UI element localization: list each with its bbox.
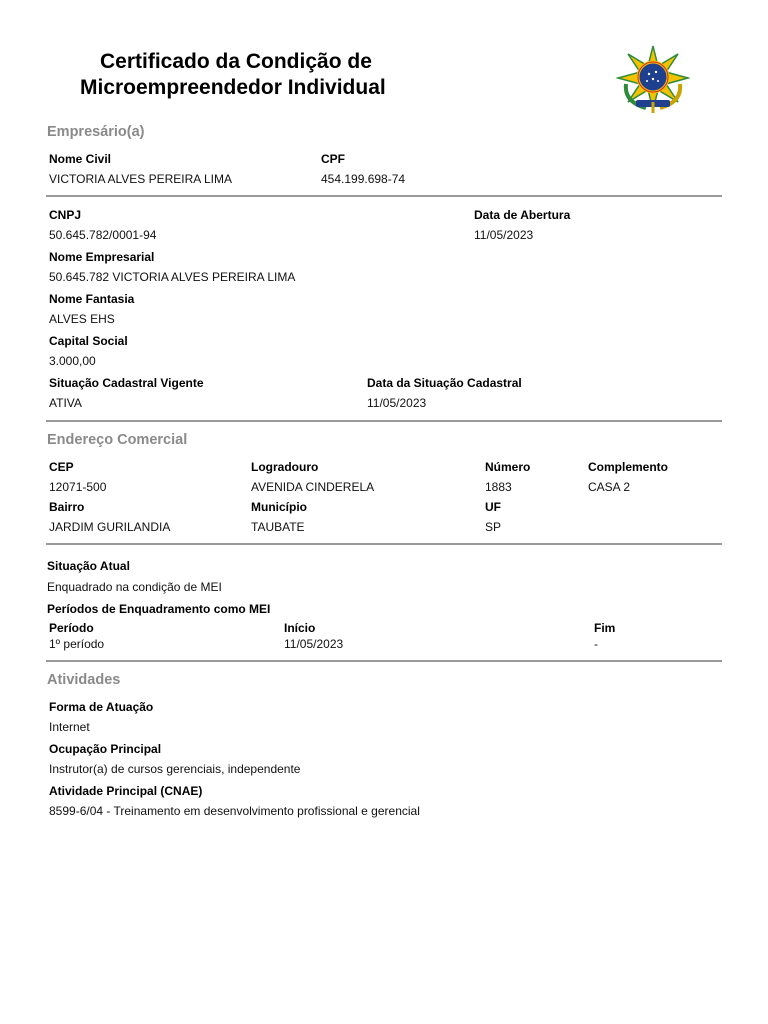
- municipio-label: Município: [251, 500, 307, 514]
- cep-label: CEP: [49, 460, 74, 474]
- situacao-cadastral-label: Situação Cadastral Vigente: [49, 376, 204, 390]
- numero-value: 1883: [485, 480, 512, 494]
- bairro-label: Bairro: [49, 500, 85, 514]
- capital-social-label: Capital Social: [49, 334, 128, 348]
- periodos-label: Períodos de Enquadramento como MEI: [47, 602, 271, 616]
- ocupacao-principal-label: Ocupação Principal: [49, 742, 162, 756]
- municipio-value: TAUBATE: [251, 520, 305, 534]
- divider: [46, 420, 722, 422]
- complemento-value: CASA 2: [588, 480, 631, 494]
- cnpj-label: CNPJ: [49, 208, 82, 222]
- periodo-cell: 1º período: [49, 637, 105, 651]
- section-atividades-title: Atividades: [47, 672, 121, 688]
- periodo-column-header: Período: [49, 621, 94, 635]
- nome-civil-label: Nome Civil: [49, 152, 112, 166]
- nome-empresarial-label: Nome Empresarial: [49, 250, 155, 264]
- section-empresario-title: Empresário(a): [47, 124, 145, 140]
- logradouro-value: AVENIDA CINDERELA: [251, 480, 375, 494]
- uf-value: SP: [485, 520, 502, 534]
- cnpj-value: 50.645.782/0001-94: [49, 228, 157, 242]
- divider: [46, 543, 722, 545]
- fim-cell: -: [594, 637, 598, 651]
- situacao-cadastral-value: ATIVA: [49, 396, 82, 410]
- situacao-atual-value: Enquadrado na condição de MEI: [47, 580, 222, 594]
- forma-atuacao-value: Internet: [49, 720, 90, 734]
- data-abertura-value: 11/05/2023: [474, 228, 534, 242]
- bairro-value: JARDIM GURILANDIA: [49, 520, 171, 534]
- brazil-coat-of-arms-icon: [616, 44, 690, 114]
- nome-empresarial-value: 50.645.782 VICTORIA ALVES PEREIRA LIMA: [49, 270, 296, 284]
- section-endereco-title: Endereço Comercial: [47, 432, 188, 448]
- data-abertura-label: Data de Abertura: [474, 208, 571, 222]
- nome-civil-value: VICTORIA ALVES PEREIRA LIMA: [49, 172, 232, 186]
- cpf-label: CPF: [321, 152, 345, 166]
- inicio-cell: 11/05/2023: [284, 637, 344, 651]
- situacao-atual-label: Situação Atual: [47, 559, 130, 573]
- cpf-value: 454.199.698-74: [321, 172, 406, 186]
- data-situacao-label: Data da Situação Cadastral: [367, 376, 522, 390]
- divider: [46, 660, 722, 662]
- capital-social-value: 3.000,00: [49, 354, 96, 368]
- divider: [46, 195, 722, 197]
- cnae-value: 8599-6/04 - Treinamento em desenvolvimento profissional e gerencial: [49, 804, 420, 818]
- fim-column-header: Fim: [594, 621, 616, 635]
- cep-value: 12071-500: [49, 480, 107, 494]
- uf-label: UF: [485, 500, 501, 514]
- page-title-line2: Microempreendedor Individual: [80, 76, 386, 99]
- ocupacao-principal-value: Instrutor(a) de cursos gerenciais, independente: [49, 762, 301, 776]
- forma-atuacao-label: Forma de Atuação: [49, 700, 154, 714]
- nome-fantasia-value: ALVES EHS: [49, 312, 115, 326]
- inicio-column-header: Início: [284, 621, 316, 635]
- data-situacao-value: 11/05/2023: [367, 396, 427, 410]
- page-title-line1: Certificado da Condição de: [100, 50, 372, 73]
- complemento-label: Complemento: [588, 460, 669, 474]
- numero-label: Número: [485, 460, 531, 474]
- nome-fantasia-label: Nome Fantasia: [49, 292, 135, 306]
- cnae-label: Atividade Principal (CNAE): [49, 784, 203, 798]
- logradouro-label: Logradouro: [251, 460, 319, 474]
